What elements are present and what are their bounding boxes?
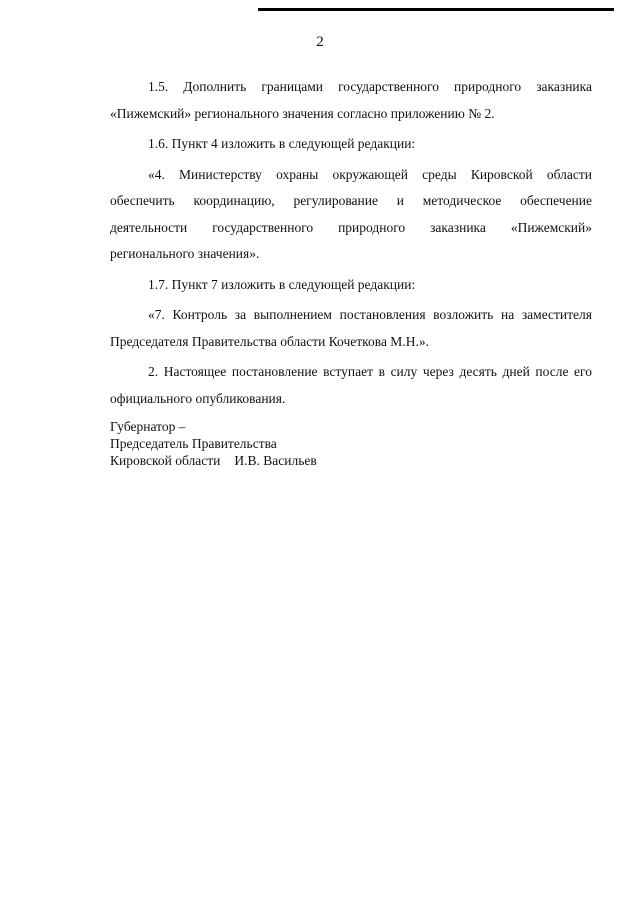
paragraph-quote-4: «4. Министерству охраны окружающей среды Кировской области обеспечить координацию, регулирование и методическое обеспечение деятельности государственного природного заказника «Пижемский» регионального значения». [110, 166, 592, 261]
signature-block [110, 418, 317, 469]
signature-title-line1: Губернатор – [110, 419, 186, 434]
paragraph-1-5: 1.5. Дополнить границами государственного природного заказника «Пижемский» регионального значения согласно приложению № 2. [110, 79, 592, 121]
paragraph-1-7: 1.7. Пункт 7 изложить в следующей редакции: [148, 276, 416, 292]
signature-line3 [110, 452, 317, 469]
paragraph-1-6: 1.6. Пункт 4 изложить в следующей редакции: [148, 136, 416, 151]
document-body [110, 74, 592, 416]
signature-name: И.В. Васильев [234, 453, 317, 468]
paragraph-quote-7: «7. Контроль за выполнением постановления возложить на заместителя Председателя Правительства области Кочеткова М.Н.». [110, 307, 592, 349]
top-rule [258, 8, 614, 11]
signature-title-line3: Кировской области [110, 453, 221, 468]
signature-title-line2: Председатель Правительства [110, 436, 277, 451]
page-number: 2 [316, 34, 324, 50]
paragraph-2: 2. Настоящее постановление вступает в силу через десять дней после его официального опубликования. [110, 364, 592, 406]
